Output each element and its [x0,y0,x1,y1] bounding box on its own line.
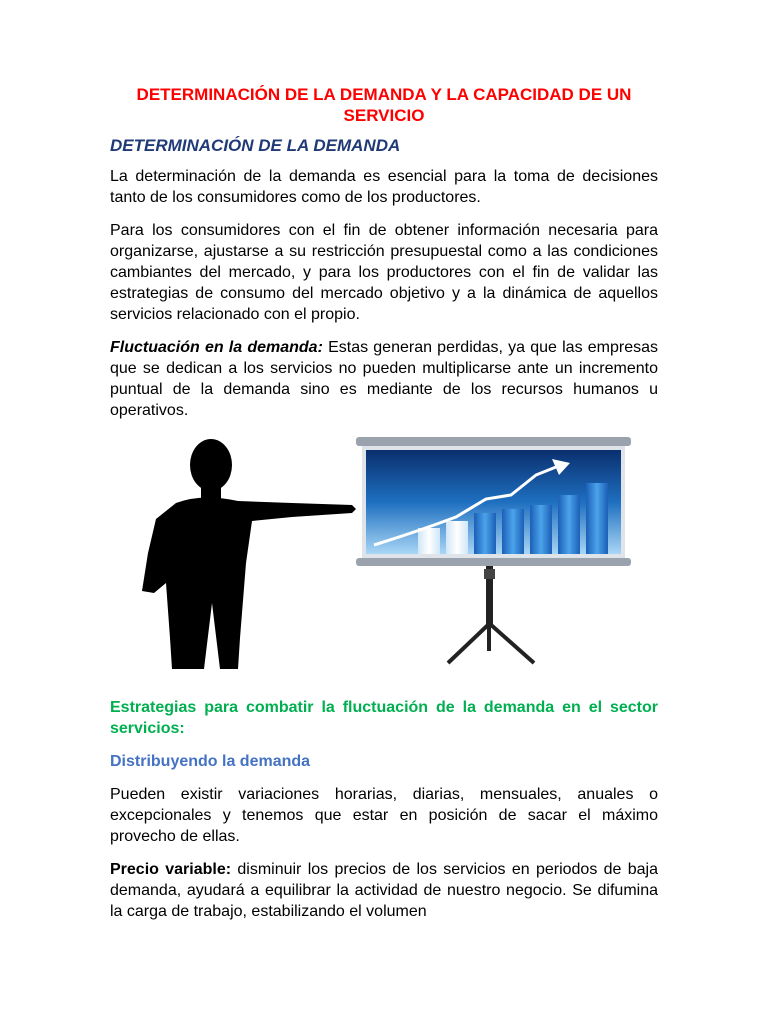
subsection-title: Distribuyendo la demanda [110,753,311,770]
paragraph-5-lead: Precio variable: [110,861,232,878]
paragraph-3-text: Estas generan perdidas, ya que las empresas que se dedican a los servicios no pueden multiplicarse ante un incremento puntual de la demanda sino es mediante de los recursos humanos u operativos. [110,339,659,419]
projection-screen-icon [356,437,641,667]
section-title: DETERMINACIÓN DE LA DEMANDA [110,136,401,155]
paragraph-4: Pueden existir variaciones horarias, diarias, mensuales, anuales o excepcionales y tenemos que estar en posición de sacar el máximo provecho de ellas. [110,786,658,845]
document-title: DETERMINACIÓN DE LA DEMANDA Y LA CAPACIDAD DE UN SERVICIO [136,85,632,125]
paragraph-5 [110,859,658,922]
strategies-title: Estrategias para combatir la fluctuación de la demanda en el sector servicios: [110,699,658,737]
paragraph-3-lead: Fluctuación en la demanda: [110,339,323,356]
presentation-illustration [110,433,658,673]
paragraph-3 [110,337,658,421]
presenter-silhouette-icon [142,433,362,673]
paragraph-2: Para los consumidores con el fin de obtener información necesaria para organizarse, ajustarse a su restricción presupuestal como a las condiciones cambiantes del mercado, y para los productores con el fin de validar las estrategias de consumo del mercado objetivo y a la dinámica de aquellos servicios relacionado con el propio. [110,222,658,323]
paragraph-1: La determinación de la demanda es esencial para la toma de decisiones tanto de los consumidores como de los productores. [110,168,658,206]
document-content [110,84,658,934]
paragraph-5-text: disminuir los precios de los servicios en periodos de baja demanda, ayudará a equilibrar la actividad de nuestro negocio. Se difumina la carga de trabajo, estabilizando el volumen [110,861,658,920]
